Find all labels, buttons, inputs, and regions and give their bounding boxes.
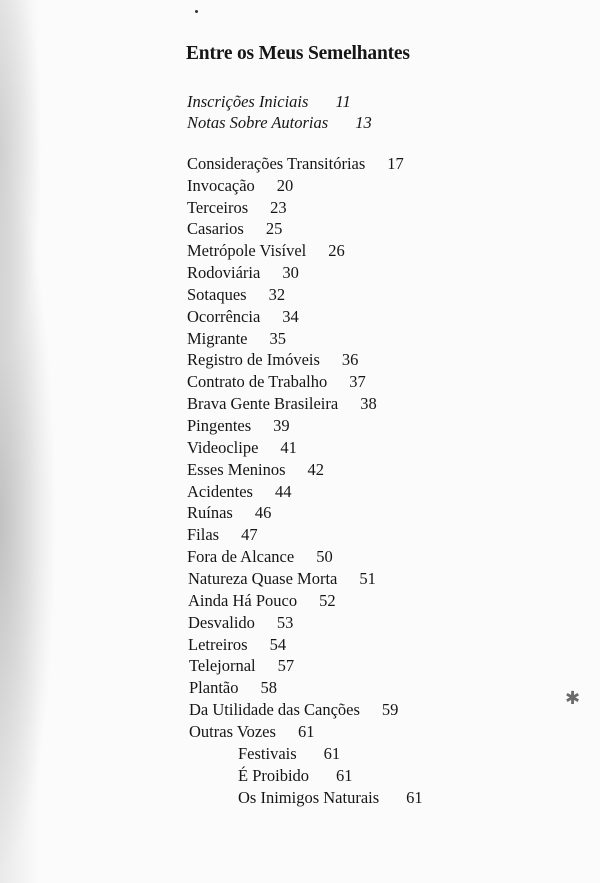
toc-item <box>187 198 287 218</box>
toc-item-page: 44 <box>274 482 292 501</box>
toc-item-title: É Proibido <box>238 766 310 785</box>
toc-item-page: 25 <box>265 219 283 238</box>
toc-item-page: 39 <box>273 416 290 435</box>
toc-item-title: Invocação <box>187 176 255 195</box>
toc-item <box>187 503 271 523</box>
toc-item-title: Ocorrência <box>187 307 261 326</box>
toc-item <box>188 613 293 633</box>
toc-item-page: 52 <box>319 591 336 610</box>
toc-item-page: 47 <box>241 525 258 544</box>
toc-item-page: 34 <box>282 307 299 326</box>
toc-item <box>189 678 277 698</box>
toc-item-title: Ruínas <box>187 503 233 522</box>
toc-item-page: 54 <box>269 635 287 654</box>
toc-item-page: 51 <box>359 569 376 588</box>
toc-item-title: Brava Gente Brasileira <box>187 394 339 413</box>
toc-item-title: Migrante <box>187 329 248 348</box>
toc-item-title: Acidentes <box>187 482 253 501</box>
toc-item-title: Registro de Imóveis <box>187 350 320 369</box>
toc-item-page: 17 <box>387 154 404 173</box>
section-title: Entre os Meus Semelhantes <box>186 43 410 64</box>
toc-item <box>187 438 297 458</box>
toc-item-page: 37 <box>349 372 366 391</box>
toc-item <box>187 176 293 196</box>
toc-item-page: 50 <box>316 547 333 566</box>
toc-item <box>187 525 258 545</box>
toc-item-page: 61 <box>323 744 341 763</box>
toc-sub-item <box>238 788 423 808</box>
toc-item-title: Da Utilidade das Canções <box>189 700 360 719</box>
scan-speck <box>195 10 198 13</box>
toc-item-title: Outras Vozes <box>189 722 276 741</box>
toc-item-title: Os Inimigos Naturais <box>238 788 380 807</box>
toc-item-title: Notas Sobre Autorias <box>187 113 329 132</box>
toc-item-page: 30 <box>282 263 299 282</box>
toc-sub-item <box>238 744 340 764</box>
toc-item <box>187 154 404 174</box>
toc-item <box>187 460 324 480</box>
toc-item <box>188 635 286 655</box>
toc-item-page: 46 <box>254 503 272 522</box>
toc-item <box>188 569 376 589</box>
toc-item-page: 41 <box>280 438 297 457</box>
toc-item-page: 11 <box>335 92 351 111</box>
toc-item-page: 38 <box>360 394 377 413</box>
toc-intro-item <box>187 92 351 112</box>
toc-item-page: 61 <box>336 766 353 785</box>
toc-item-title: Telejornal <box>189 656 256 675</box>
toc-item <box>187 307 299 327</box>
toc-item <box>189 700 398 720</box>
toc-item-page: 42 <box>307 460 325 479</box>
toc-item-page: 20 <box>276 176 294 195</box>
toc-item-page: 13 <box>355 113 372 132</box>
toc-item-title: Ainda Há Pouco <box>188 591 298 610</box>
toc-item-title: Festivais <box>238 744 297 763</box>
toc-item-title: Sotaques <box>187 285 247 304</box>
toc-item-title: Fora de Alcance <box>187 547 295 566</box>
toc-item-page: 36 <box>341 350 359 369</box>
toc-item-page: 59 <box>381 700 399 719</box>
toc-sub-item <box>238 766 353 786</box>
toc-item-title: Esses Meninos <box>187 460 286 479</box>
toc-item <box>187 350 358 370</box>
toc-item-title: Letreiros <box>188 635 248 654</box>
toc-item <box>187 241 345 261</box>
toc-item-title: Rodoviária <box>187 263 261 282</box>
toc-item <box>187 285 285 305</box>
toc-item <box>187 372 366 392</box>
toc-item <box>189 722 314 742</box>
toc-item-title: Pingentes <box>187 416 252 435</box>
toc-item-title: Videoclipe <box>187 438 259 457</box>
toc-item-page: 58 <box>260 678 277 697</box>
toc-item-title: Contrato de Trabalho <box>187 372 328 391</box>
toc-item <box>187 547 333 567</box>
toc-item <box>187 482 291 502</box>
toc-item <box>187 219 282 239</box>
toc-item <box>188 591 336 611</box>
toc-item-title: Inscrições Iniciais <box>187 92 309 111</box>
toc-item-title: Filas <box>187 525 220 544</box>
toc-item-title: Natureza Quase Morta <box>188 569 338 588</box>
toc-item-page: 61 <box>297 722 315 741</box>
toc-item-title: Considerações Transitórias <box>187 154 366 173</box>
toc-item <box>187 263 299 283</box>
toc-item-title: Casarios <box>187 219 244 238</box>
toc-item-title: Desvalido <box>188 613 255 632</box>
toc-item <box>187 416 290 436</box>
toc-item-title: Plantão <box>189 678 239 697</box>
toc-item-page: 35 <box>269 329 286 348</box>
toc-item <box>187 394 377 414</box>
toc-item-page: 61 <box>406 788 423 807</box>
scan-mark: ✱ <box>565 688 581 709</box>
toc-item-title: Terceiros <box>187 198 249 217</box>
toc-item <box>189 656 294 676</box>
toc-item-page: 26 <box>328 241 345 260</box>
toc-item-page: 57 <box>277 656 295 675</box>
toc-item-page: 53 <box>276 613 294 632</box>
toc-item-title: Metrópole Visível <box>187 241 307 260</box>
toc-item-page: 23 <box>270 198 287 217</box>
toc-item-page: 32 <box>268 285 286 304</box>
toc-intro-item <box>187 113 372 133</box>
toc-item <box>187 329 286 349</box>
